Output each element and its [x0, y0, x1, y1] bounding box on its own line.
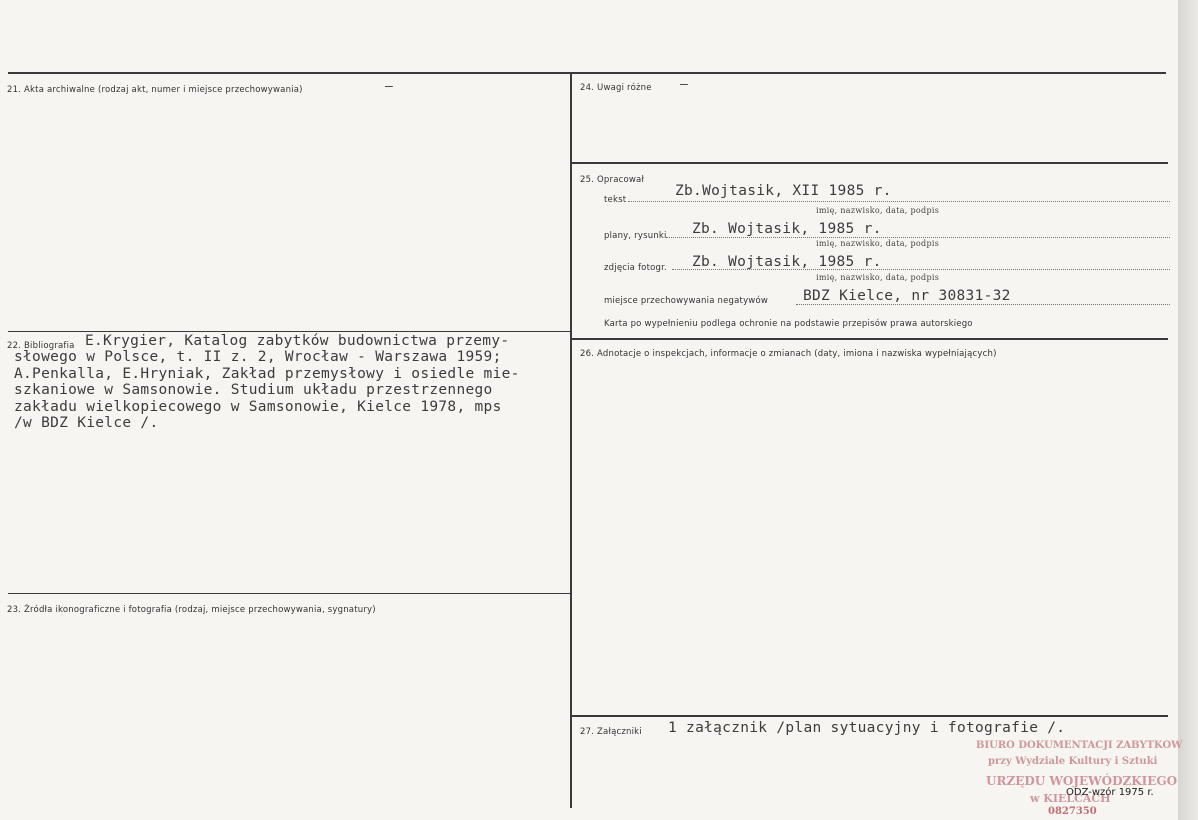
rule-25-26	[572, 338, 1168, 340]
section-25-label: 25. Opracował	[580, 175, 645, 185]
office-stamp	[968, 740, 1194, 820]
rule-24-25	[572, 162, 1168, 164]
negatives-line	[796, 304, 1170, 305]
text-author-label: tekst	[604, 195, 627, 205]
plans-author-line	[666, 237, 1170, 238]
section-21-label: 21. Akta archiwalne (rodzaj akt, numer i miejsce przechowywania)	[7, 85, 303, 95]
section-22-label: 22. Bibliografia	[7, 341, 75, 351]
copyright-note: Karta po wypełnieniu podlega ochronie na podstawie przepisów prawa autorskiego	[604, 319, 973, 329]
photos-author-line	[672, 269, 1170, 270]
bibliography-line: zakładu wielkopiecowego w Samsonowie, Kielce 1978, mps	[14, 398, 502, 415]
plans-author-caption: imię, nazwisko, data, podpis	[816, 239, 940, 248]
negatives-label: miejsce przechowywania negatywów	[604, 296, 768, 306]
section-23-label: 23. Źródła ikonograficzne i fotografia (rodzaj, miejsce przechowywania, sygnatury)	[7, 605, 376, 615]
section-22-bibliography-rest	[14, 349, 520, 432]
page-edge	[1178, 0, 1198, 820]
photos-author-caption: imię, nazwisko, data, podpis	[816, 273, 940, 282]
form-template-note: ODZ-wzór 1975 r.	[1066, 787, 1154, 798]
bibliography-line: E.Krygier, Katalog zabytków budownictwa przemy-	[85, 333, 510, 349]
stamp-number: 0827350	[1048, 806, 1097, 817]
photos-author-label: zdjęcia fotogr.	[604, 263, 667, 273]
negatives-value: BDZ Kielce, nr 30831-32	[803, 288, 1011, 304]
top-rule	[8, 72, 1166, 74]
stamp-line-1: BIURO DOKUMENTACJI ZABYTKÓW	[976, 740, 1183, 751]
column-divider	[570, 73, 572, 808]
section-24-label: 24. Uwagi różne	[580, 83, 652, 93]
bibliography-line: słowego w Polsce, t. II z. 2, Wrocław - Warszawa 1959;	[14, 349, 502, 365]
stamp-line-3: URZĘDU WOJEWÓDZKIEGO	[986, 774, 1178, 788]
section-26-label: 26. Adnotacje o inspekcjach, informacje o zmianach (daty, imiona i nazwiska wypełniających)	[580, 349, 997, 359]
stamp-line-4: w KIELCACH	[1030, 792, 1111, 805]
section-21-value: –	[385, 79, 394, 94]
section-22-bibliography	[85, 333, 509, 350]
plans-author-value: Zb. Wojtasik, 1985 r.	[692, 221, 882, 237]
bibliography-line: /w BDZ Kielce /.	[14, 415, 159, 431]
section-27-label: 27. Załączniki	[580, 727, 642, 737]
rule-22-23	[8, 593, 570, 594]
text-author-line	[628, 201, 1170, 202]
text-author-value: Zb.Wojtasik, XII 1985 r.	[675, 183, 892, 199]
rule-21-22	[8, 331, 570, 332]
photos-author-value: Zb. Wojtasik, 1985 r.	[692, 254, 882, 270]
text-author-caption: imię, nazwisko, data, podpis	[816, 206, 940, 215]
section-24-value: –	[680, 77, 689, 92]
section-27-value: 1 załącznik /plan sytuacyjny i fotografie /.	[668, 720, 1066, 736]
bibliography-line: szkaniowe w Samsonowie. Studium układu przestrzennego	[14, 382, 493, 398]
bibliography-line: A.Penkalla, E.Hryniak, Zakład przemysłowy i osiedle mie-	[14, 365, 520, 382]
stamp-line-2: przy Wydziale Kultury i Sztuki	[988, 756, 1158, 767]
rule-26-27	[572, 715, 1168, 717]
plans-author-label: plany, rysunki	[604, 231, 667, 241]
